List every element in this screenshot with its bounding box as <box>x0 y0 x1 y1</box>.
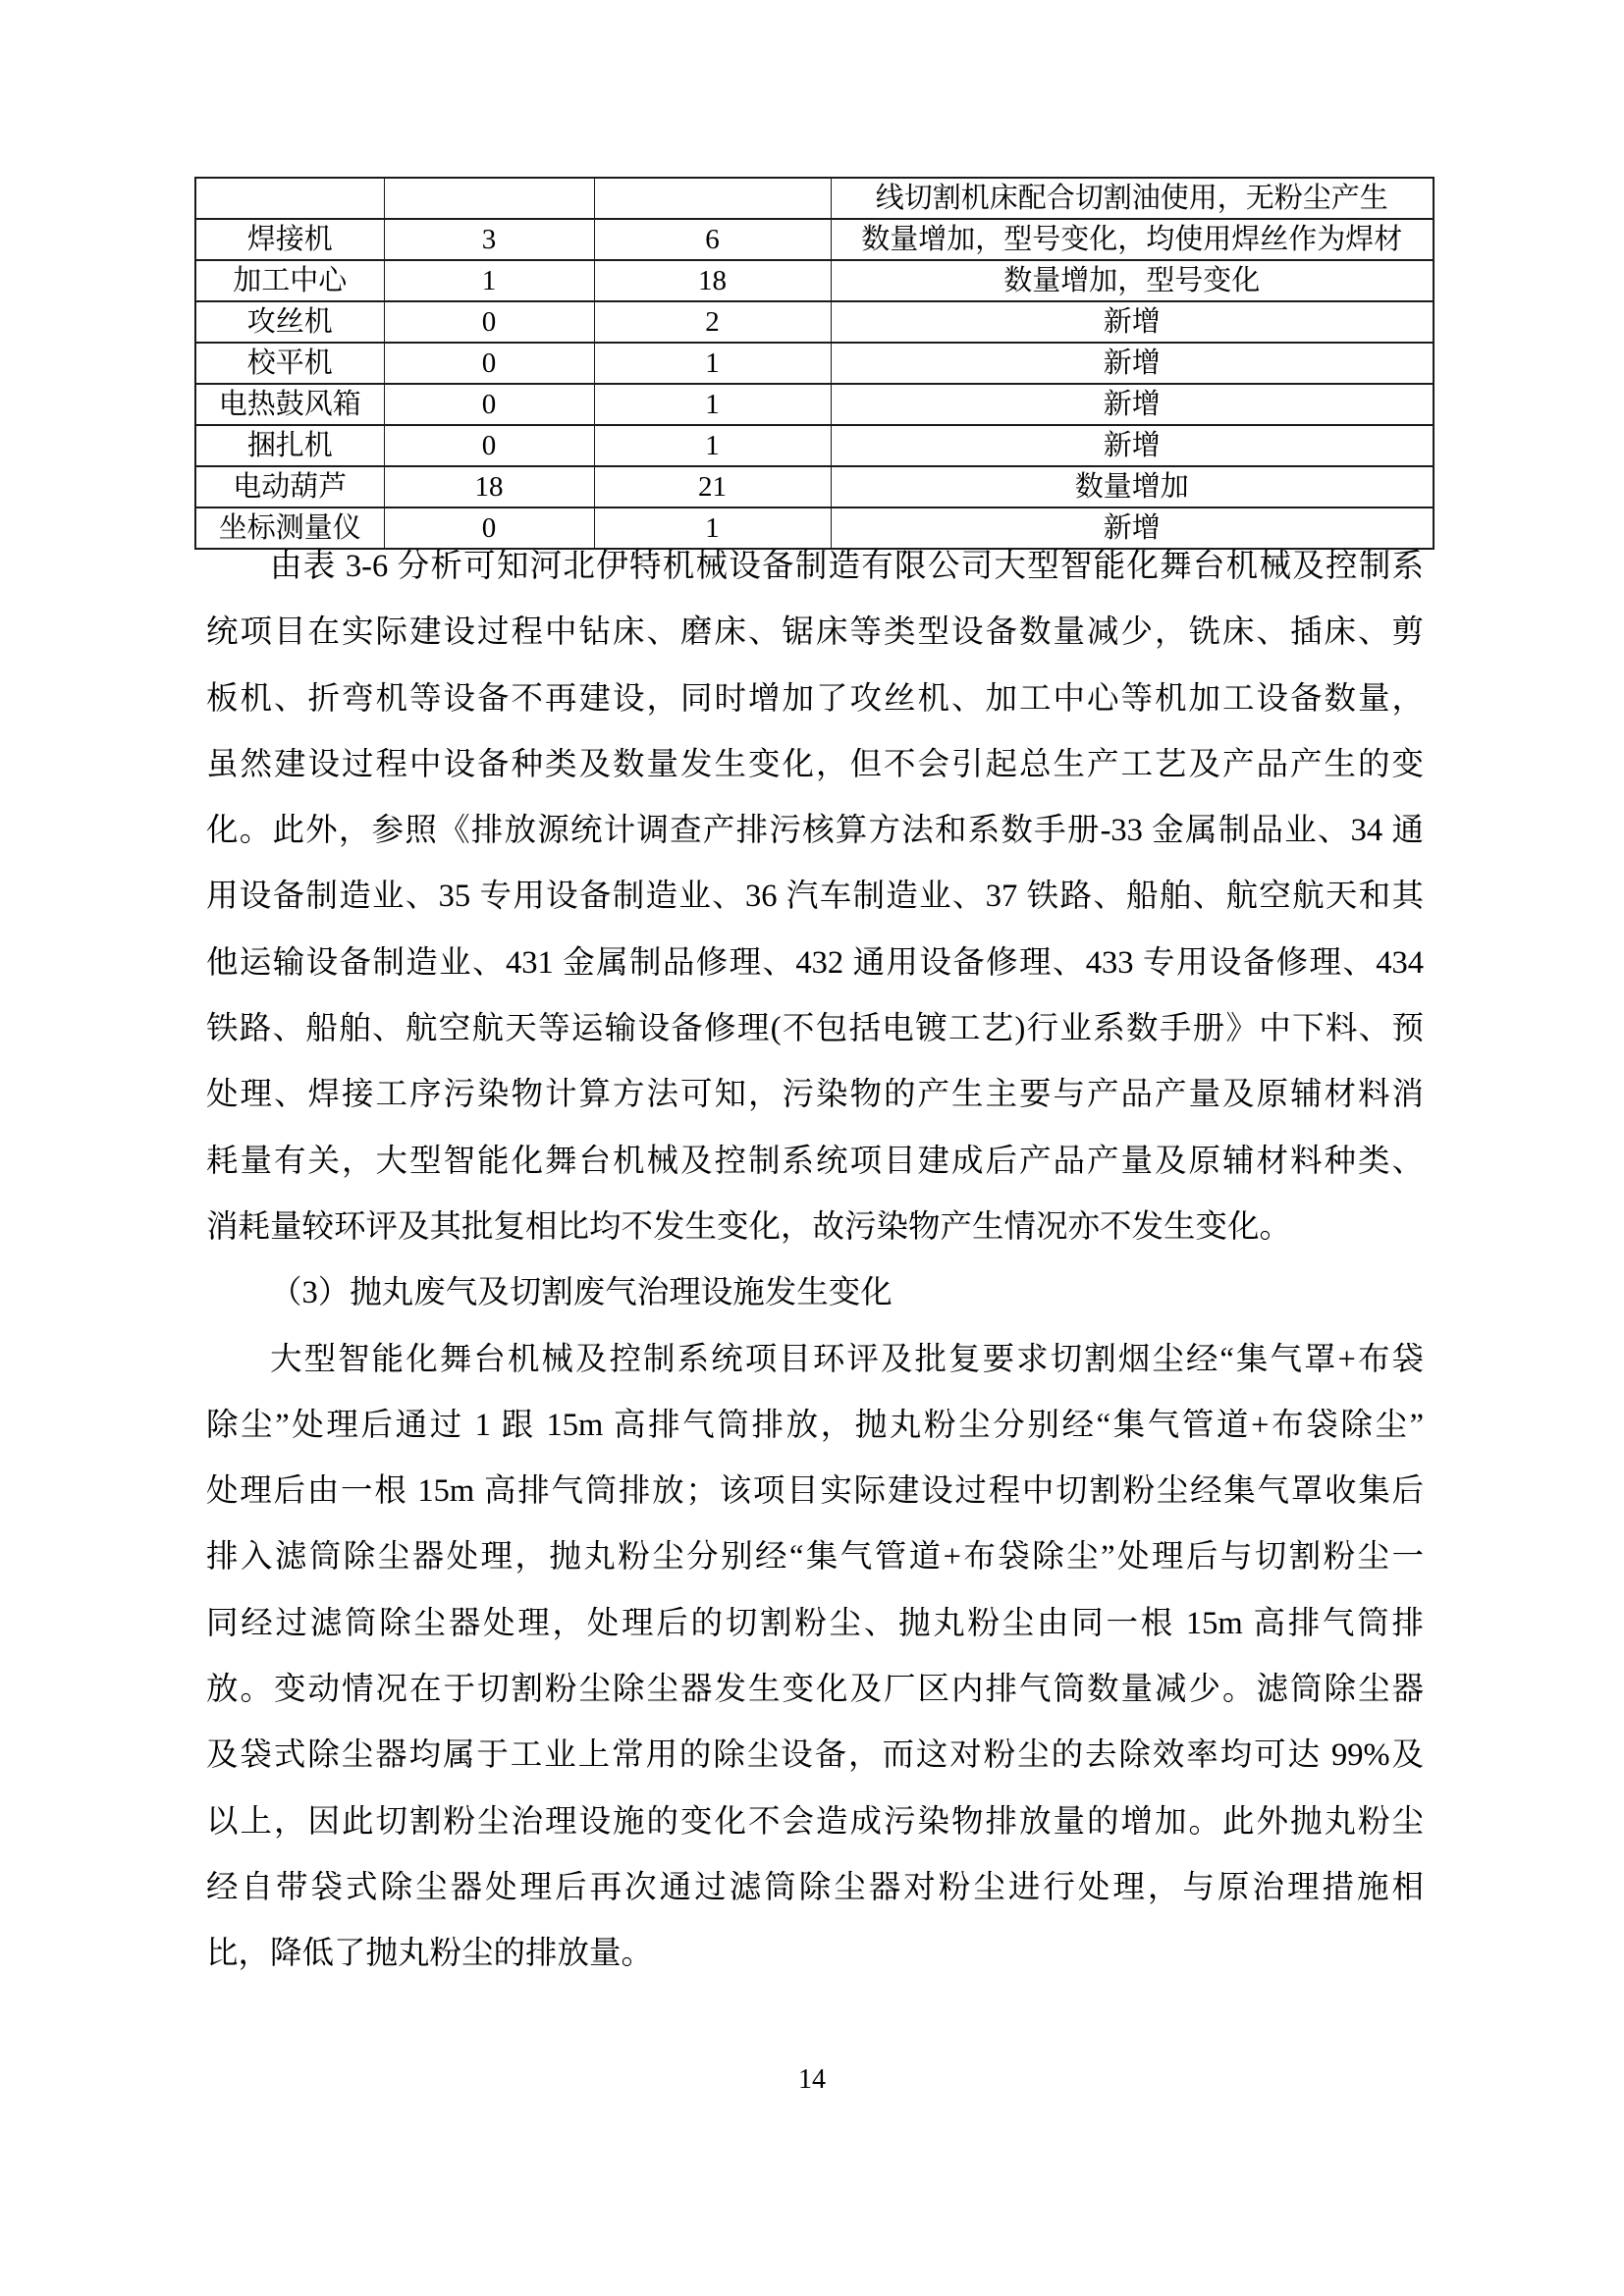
paragraph-line: 他运输设备制造业、431 金属制品修理、432 通用设备修理、433 专用设备修理、434 <box>206 944 1424 981</box>
table-cell: 0 <box>384 343 594 384</box>
paragraph-line: 处理、焊接工序污染物计算方法可知，污染物的产生主要与产品产量及原辅材料消 <box>206 1077 1424 1113</box>
table-cell: 线切割机床配合切割油使用，无粉尘产生 <box>831 178 1434 219</box>
table-row <box>195 466 1434 507</box>
paragraph-line: 化。此外，参照《排放源统计调查产排污核算方法和系数手册-33 金属制品业、34 通 <box>206 813 1424 849</box>
paragraph-line: 除尘”处理后通过 1 跟 15m 高排气筒排放，抛丸粉尘分别经“集气管道+布袋除尘” <box>206 1407 1424 1443</box>
paragraph-line: 耗量有关，大型智能化舞台机械及控制系统项目建成后产品产量及原辅材料种类、 <box>206 1143 1424 1179</box>
paragraph-line: 比，降低了抛丸粉尘的排放量。 <box>206 1936 654 1972</box>
paragraph-line: 排入滤筒除尘器处理，抛丸粉尘分别经“集气管道+布袋除尘”处理后与切割粉尘一 <box>206 1539 1424 1575</box>
table-cell: 6 <box>594 219 831 260</box>
table-cell: 新增 <box>831 425 1434 466</box>
table-cell: 加工中心 <box>195 260 384 301</box>
table-cell: 18 <box>384 466 594 507</box>
paragraph-line: 铁路、船舶、航空航天等运输设备修理(不包括电镀工艺)行业系数手册》中下料、预 <box>206 1011 1424 1047</box>
table-cell: 2 <box>594 301 831 343</box>
paragraph-line: 虽然建设过程中设备种类及数量发生变化，但不会引起总生产工艺及产品产生的变 <box>206 746 1424 782</box>
table-cell: 电热鼓风箱 <box>195 384 384 425</box>
table-cell: 0 <box>384 384 594 425</box>
table-cell: 1 <box>594 384 831 425</box>
paragraph-line: 处理后由一根 15m 高排气筒排放；该项目实际建设过程中切割粉尘经集气罩收集后 <box>206 1473 1424 1510</box>
table-cell: 攻丝机 <box>195 301 384 343</box>
paragraph-line: 板机、折弯机等设备不再建设，同时增加了攻丝机、加工中心等机加工设备数量， <box>206 680 1424 717</box>
table-cell: 焊接机 <box>195 219 384 260</box>
table-row <box>195 384 1434 425</box>
paragraph-line: 用设备制造业、35 专用设备制造业、36 汽车制造业、37 铁路、船舶、航空航天和其 <box>206 879 1424 915</box>
table-cell: 数量增加，型号变化，均使用焊丝作为焊材 <box>831 219 1434 260</box>
table-cell: 数量增加 <box>831 466 1434 507</box>
table-cell: 0 <box>384 301 594 343</box>
table-row <box>195 301 1434 343</box>
table-row <box>195 219 1434 260</box>
table-cell: 新增 <box>831 384 1434 425</box>
table-cell: 1 <box>594 343 831 384</box>
table-cell: 1 <box>594 425 831 466</box>
page-number: 14 <box>798 2064 826 2095</box>
table-cell: 1 <box>594 507 831 549</box>
paragraph-line: 放。变动情况在于切割粉尘除尘器发生变化及厂区内排气筒数量减少。滤筒除尘器 <box>206 1672 1424 1708</box>
table-cell: 新增 <box>831 507 1434 549</box>
table-cell: 21 <box>594 466 831 507</box>
table-row <box>195 260 1434 301</box>
table-cell: 坐标测量仪 <box>195 507 384 549</box>
table-cell: 1 <box>384 260 594 301</box>
table-cell <box>384 178 594 219</box>
table-cell: 18 <box>594 260 831 301</box>
paragraph-line: 以上，因此切割粉尘治理设施的变化不会造成污染物排放量的增加。此外抛丸粉尘 <box>206 1803 1424 1840</box>
equipment-change-table <box>194 177 1435 550</box>
table-cell: 数量增加，型号变化 <box>831 260 1434 301</box>
paragraph-line: 及袋式除尘器均属于工业上常用的除尘设备，而这对粉尘的去除效率均可达 99%及 <box>206 1737 1424 1774</box>
table-cell: 校平机 <box>195 343 384 384</box>
paragraph-line: 大型智能化舞台机械及控制系统项目环评及批复要求切割烟尘经“集气罩+布袋 <box>270 1341 1424 1377</box>
body-text <box>206 534 1424 1988</box>
table-cell: 新增 <box>831 301 1434 343</box>
paragraph-line: 经自带袋式除尘器处理后再次通过滤筒除尘器对粉尘进行处理，与原治理措施相 <box>206 1869 1424 1905</box>
table-cell <box>195 178 384 219</box>
section-heading: （3）抛丸废气及切割废气治理设施发生变化 <box>270 1275 893 1311</box>
table-cell: 0 <box>384 507 594 549</box>
table-cell <box>594 178 831 219</box>
table-cell: 新增 <box>831 343 1434 384</box>
paragraph-line: 统项目在实际建设过程中钻床、磨床、锯床等类型设备数量减少，铣床、插床、剪 <box>206 614 1424 651</box>
table-cell: 电动葫芦 <box>195 466 384 507</box>
table-cell: 0 <box>384 425 594 466</box>
table-row <box>195 178 1434 219</box>
table-row <box>195 343 1434 384</box>
paragraph-line: 同经过滤筒除尘器处理，处理后的切割粉尘、抛丸粉尘由同一根 15m 高排气筒排 <box>206 1605 1424 1641</box>
table-cell: 3 <box>384 219 594 260</box>
paragraph-line: 由表 3-6 分析可知河北伊特机械设备制造有限公司大型智能化舞台机械及控制系 <box>270 549 1424 584</box>
table-row <box>195 425 1434 466</box>
paragraph-line: 消耗量较环评及其批复相比均不发生变化，故污染物产生情况亦不发生变化。 <box>206 1208 1292 1245</box>
table-cell: 捆扎机 <box>195 425 384 466</box>
